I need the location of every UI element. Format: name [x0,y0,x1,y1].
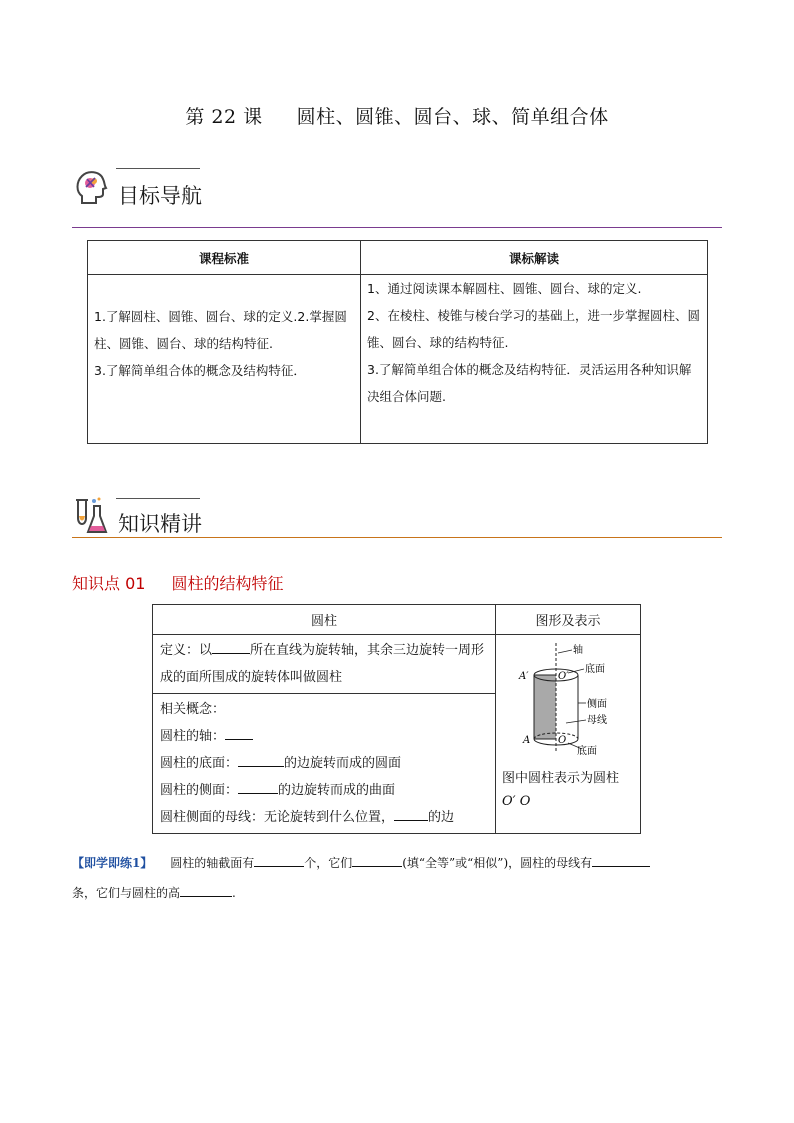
label-top-base: 底面 [585,664,605,675]
knowledge-point-name: 圆柱的结构特征 [171,574,284,593]
header-top-rule [116,498,200,499]
definition-cell [153,635,496,694]
standard-line: 3.了解简单组合体的概念及结构特征． [94,362,306,378]
blank [394,806,428,821]
answer-blank[interactable] [254,852,304,867]
answer-blank[interactable] [592,852,650,867]
blank [238,752,284,767]
interpretation-line: 2、在棱柱、棱锥与棱台学习的基础上，进一步掌握圆柱、圆锥、圆台、球的结构特征. [367,308,700,350]
exercise-tag: 【即学即练1】 [72,856,153,870]
label-o-prime: O′ [558,671,569,682]
section-label: 知识精讲 [118,512,202,536]
section-label: 目标导航 [118,184,202,208]
col-header-cylinder: 圆柱 [153,605,496,635]
exercise-text: 圆柱的轴截面有 [170,856,255,870]
concept-text: 的边旋转而成的圆面 [284,756,402,771]
concepts-cell [153,694,496,834]
figure-cell [496,635,641,834]
concepts-title: 相关概念： [160,702,226,717]
concept-text: 圆柱的侧面： [160,783,239,798]
standards-cell [88,275,361,444]
exercise-text: 个，它们 [304,856,353,870]
section-rule [72,227,722,228]
brain-head-icon [74,170,108,206]
concept-side [160,777,488,804]
answer-blank[interactable] [180,882,232,897]
concept-text: 圆柱侧面的母线：无论旋转到什么位置， [160,810,395,825]
label-side: 侧面 [587,699,607,710]
concept-text: 圆柱的底面： [160,756,239,771]
concept-text: 圆柱的轴： [160,729,226,744]
blank [212,639,250,654]
concept-base [160,750,488,777]
interpretation-line: 3.了解简单组合体的概念及结构特征．灵活运用各种知识解决组合体问题. [367,362,692,404]
section-rule [72,537,722,538]
lesson-number: 第 22 课 [185,106,263,128]
cylinder-figure [502,637,626,757]
blank [238,779,278,794]
interpretation-line: 1、通过阅读课本解圆柱、圆锥、圆台、球的定义. [367,281,642,296]
figure-caption: 图中圆柱表示为圆柱 [502,771,620,786]
exercise-text: 条，它们与圆柱的高 [72,886,181,900]
interpretation-cell [361,275,708,444]
answer-blank[interactable] [352,852,402,867]
blank [225,725,253,740]
lesson-topic: 圆柱、圆锥、圆台、球、简单组合体 [296,106,609,128]
concept-text: 的边旋转而成的曲面 [278,783,396,798]
definition-text: 所在直线为旋转轴，其余三边旋转一周形成的面所围成的旋转体叫做圆柱 [160,643,485,685]
standard-line: 1.了解圆柱、圆锥、圆台、球的定义.2.掌握圆柱、圆锥、圆台、球的结构特征. [94,308,347,351]
standards-table [87,240,708,444]
label-a: A [523,735,531,746]
definition-text: 定义：以 [160,643,213,658]
knowledge-point-title [72,571,283,594]
label-axis: 轴 [573,645,583,656]
section-header-knowledge [72,478,722,538]
knowledge-point-number: 知识点 01 [72,574,146,593]
label-generatrix: 母线 [587,715,607,726]
section-header-goals [72,168,722,228]
cylinder-table [152,604,641,834]
page-title [0,102,794,129]
col-header-interpretation: 课标解读 [361,241,708,275]
col-header-figure: 图形及表示 [496,605,641,635]
exercise-text: (填“全等”或“相似”)，圆柱的母线有 [402,856,593,870]
header-top-rule [116,168,200,169]
concept-axis [160,723,488,750]
exercise-text: . [232,886,236,900]
label-o: O [558,735,567,746]
label-a-prime: A′ [519,671,529,682]
label-bottom-base: 底面 [577,746,597,757]
concept-generatrix [160,804,488,831]
exercise-paragraph [72,848,724,908]
col-header-standard: 课程标准 [88,241,361,275]
cylinder-notation: O′ O [502,794,531,809]
concept-text: 的边 [428,810,455,825]
lab-flask-icon [72,496,110,536]
